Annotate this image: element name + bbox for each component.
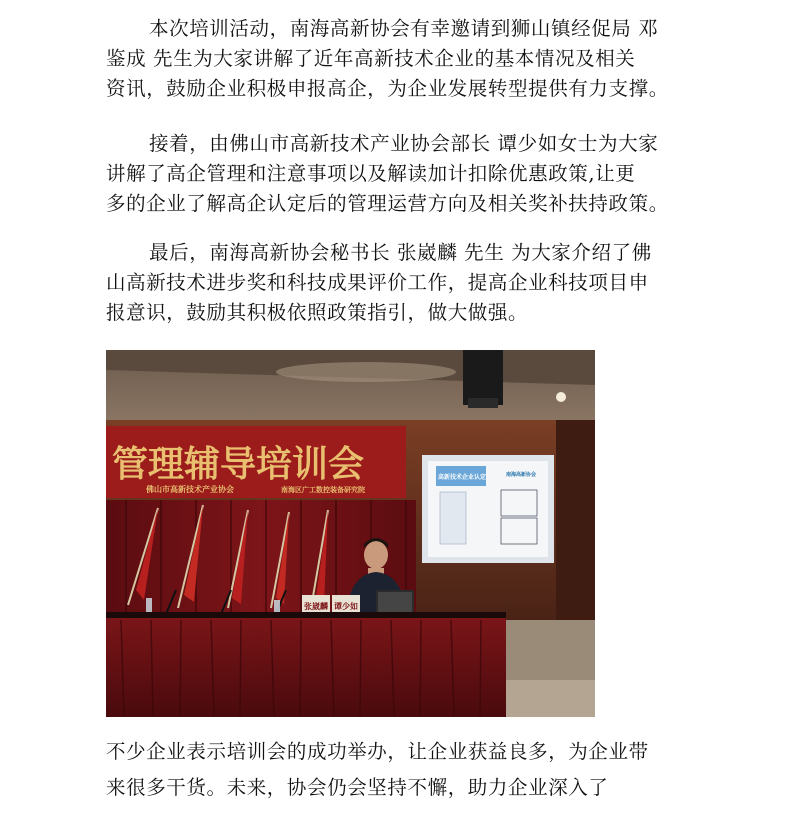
paragraph-1 — [106, 14, 696, 104]
paragraph-line: 鉴成 先生为大家讲解了近年高新技术企业的基本情况及相关 — [106, 47, 636, 70]
paragraph-line: 多的企业了解高企认定后的管理运营方向及相关奖补扶持政策。 — [106, 192, 669, 215]
nameplate: 张崴麟 — [304, 602, 328, 611]
paragraph-line: 报意识，鼓励其积极依照政策指引，做大做强。 — [106, 301, 529, 324]
paragraph-line: 不少企业表示培训会的成功举办，让企业获益良多，为企业带 — [106, 740, 649, 763]
banner-subtitle-right: 南海区广工数控装备研究院 — [281, 486, 365, 494]
paragraph-3 — [106, 238, 696, 328]
nameplate: 谭少如 — [334, 602, 358, 611]
paragraph-line: 山高新技术进步奖和科技成果评价工作，提高企业科技项目申 — [106, 271, 649, 294]
banner-title: 管理辅导培训会 — [112, 444, 365, 485]
paragraph-line: 讲解了高企管理和注意事项以及解读加计扣除优惠政策,让更 — [106, 162, 636, 185]
paragraph-4 — [106, 734, 696, 806]
banner-subtitle-left: 佛山市高新技术产业协会 — [146, 485, 234, 494]
paragraph-line: 最后，南海高新协会秘书长 张崴麟 先生 为大家介绍了佛 — [149, 241, 652, 264]
slide-logo: 南海高新协会 — [506, 472, 537, 478]
training-session-photo — [106, 350, 595, 717]
paragraph-line: 接着，由佛山市高新技术产业协会部长 谭少如女士为大家 — [149, 132, 659, 155]
paragraph-line: 资讯，鼓励企业积极申报高企，为企业发展转型提供有力支撑。 — [106, 77, 669, 100]
paragraph-line: 本次培训活动，南海高新协会有幸邀请到狮山镇经促局 邓 — [149, 17, 659, 40]
slide-title: 高新技术企业认定 — [438, 474, 487, 481]
paragraph-2 — [106, 129, 696, 219]
paragraph-line: 来很多干货。未来，协会仍会坚持不懈，助力企业深入了 — [106, 776, 609, 799]
